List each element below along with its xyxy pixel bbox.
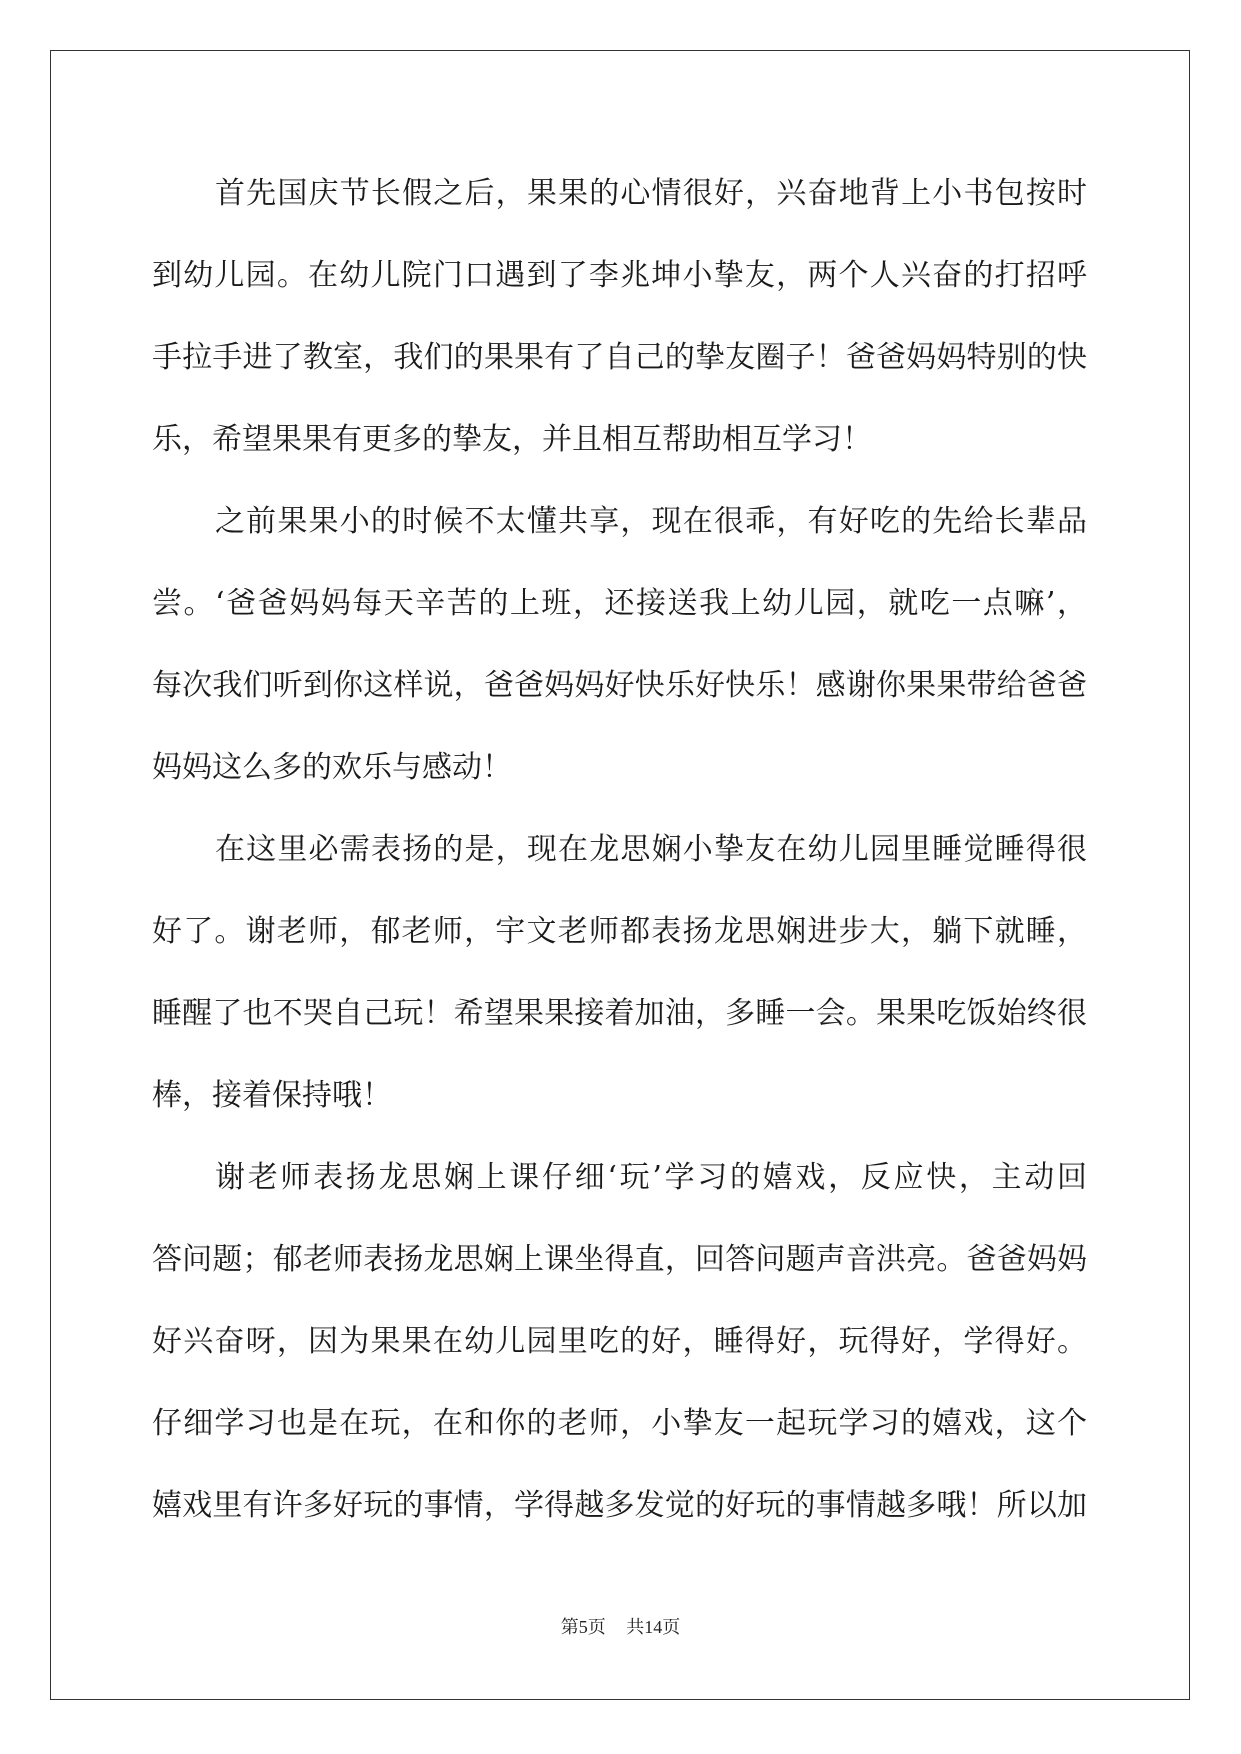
page-number: 第5页 [560,1617,606,1637]
page-footer [0,1613,1241,1639]
text-line: 尝。‘爸爸妈妈每天辛苦的上班，还接送我上幼儿园，就吃一点嘛’， [152,586,1087,621]
text-line: 睡醒了也不哭自己玩！希望果果接着加油，多睡一会。果果吃饭始终很 [152,996,1087,1031]
text-line: 仔细学习也是在玩，在和你的老师，小挚友一起玩学习的嬉戏，这个 [152,1406,1087,1441]
text-line: 手拉手进了教室，我们的果果有了自己的挚友圈子！爸爸妈妈特别的快 [152,340,1087,375]
text-line: 好了。谢老师，郁老师，宇文老师都表扬龙思娴进步大，躺下就睡， [152,914,1087,949]
text-line: 棒，接着保持哦！ [152,1078,392,1113]
text-line: 谢老师表扬龙思娴上课仔细‘玩’学习的嬉戏，反应快，主动回 [215,1160,1087,1195]
text-line: 乐，希望果果有更多的挚友，并且相互帮助相互学习！ [152,422,872,457]
text-line: 妈妈这么多的欢乐与感动！ [152,750,512,785]
text-line: 到幼儿园。在幼儿院门口遇到了李兆坤小挚友，两个人兴奋的打招呼 [152,258,1087,293]
text-line: 在这里必需表扬的是，现在龙思娴小挚友在幼儿园里睡觉睡得很 [215,832,1087,867]
text-line: 好兴奋呀，因为果果在幼儿园里吃的好，睡得好，玩得好，学得好。 [152,1324,1087,1359]
text-line: 之前果果小的时候不太懂共享，现在很乖，有好吃的先给长辈品 [215,504,1087,539]
text-line: 首先国庆节长假之后，果果的心情很好，兴奋地背上小书包按时 [215,176,1087,211]
text-line: 每次我们听到你这样说，爸爸妈妈好快乐好快乐！感谢你果果带给爸爸 [152,668,1087,703]
page-total: 共14页 [626,1617,681,1637]
text-line: 嬉戏里有许多好玩的事情，学得越多发觉的好玩的事情越多哦！所以加 [152,1488,1087,1523]
document-body [152,165,1087,1559]
text-line: 答问题；郁老师表扬龙思娴上课坐得直，回答问题声音洪亮。爸爸妈妈 [152,1242,1087,1277]
